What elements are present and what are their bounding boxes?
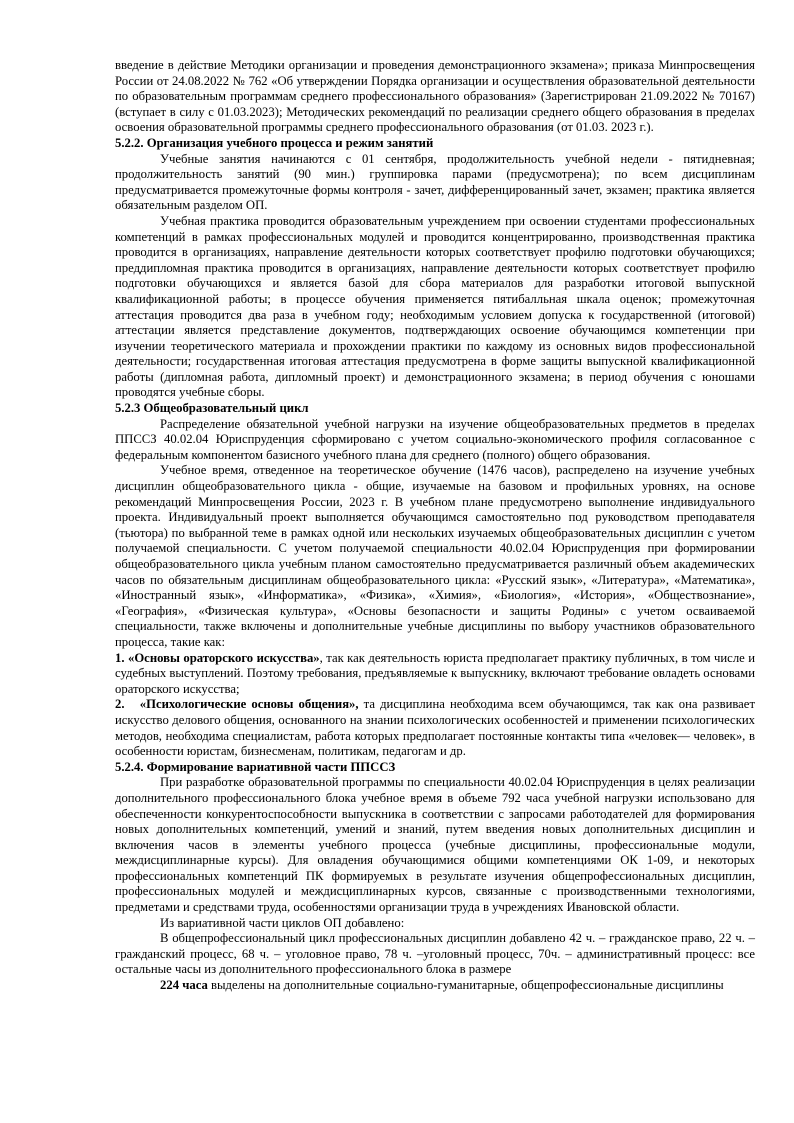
paragraph-hours-distribution: В общепрофессиональный цикл профессиональных дисциплин добавлено 42 ч. – гражданское право, 22 ч. – гражданский процесс, 68 ч. – уголовное право, 78 ч. –уголовный процесс, 70ч. – административный процесс: все остальные часы из дополнительного профессионального блока в размере (115, 931, 755, 977)
heading-5-2-4: 5.2.4. Формирование вариативной части ППССЗ (115, 759, 396, 774)
paragraph-224-hours (115, 978, 755, 994)
paragraph-variative-part: При разработке образовательной программы по специальности 40.02.04 Юриспруденция в целях реализации дополнительного профессионального блока учебное время в объеме 792 часа учебной нагрузки использовано для обеспеченности конкурентоспособности выпускника в соответствии с запросами работодателей для формирования новых дополнительных компетенций, умений и знаний, путем введения новых дополнительных дисциплин и включения часов в элементы учебного процесса (учебные дисциплины, профессиональные модули, междисциплинарные курсы). Для овладения обучающимися общими компетенциями ОК 1-09, и некоторых профессиональных компетенций ПК формируемых в результате изучения общепрофессиональных дисциплин, профессиональных модулей и междисциплинарных курсов, связанные с производственными технологиями, предметами и средствами труда, особенностями организации труда в учреждениях Ивановской области. (115, 775, 755, 915)
list-item-number: 2. (115, 697, 125, 712)
heading-5-2-2: 5.2.2. Организация учебного процесса и режим занятий (115, 135, 434, 150)
paragraph-intro: введение в действие Методики организации и проведения демонстрационного экзамена»; приказа Минпросвещения России от 24.08.2022 № 762 «Об утверждении Порядка организации и осуществления образовательной деятельности по образовательным программам среднего профессионального образования» (Зарегистрирован 21.09.2022 № 70167) (вступает в силу с 01.03.2023); Методических рекомендаций по реализации среднего общего образования в пределах освоения образовательной программы среднего профессионального образования (от 01.03. 2023 г.). (115, 58, 755, 135)
list-item-text: , так как деятельность юриста предполагает практику публичных, в том числе и судебных выступлений. Поэтому требования, предъявляемые к выпускнику, включают требование овладеть основами ораторского искусства; (115, 650, 756, 696)
paragraph-practice: Учебная практика проводится образовательным учреждением при освоении студентами профессиональных компетенций в рамках профессиональных модулей и проводится концентрированно, производственная практика проводится в организациях, направление деятельности которых соответствует профилю подготовки обучающихся; преддипломная практика проводится в организациях, направление деятельности которых соответствует профилю подготовки обучающихся и является базой для сбора материалов для разработки итоговой выпускной квалификационной работы; в процессе обучения применяется пятибалльная шкала оценок; промежуточная аттестация проводится два раза в учебном году; необходимым условием допуска к государственной (итоговой) аттестации является представление документов, подтверждающих освоение обучающимся компетенции при изучении теоретического материала и прохождении практики по каждому из основных видов профессиональной деятельности; государственная итоговая аттестация предусмотрена в форме защиты выпускной квалификационной работы (дипломная работа, дипломный проект) и демонстрационного экзамена; в период обучения с юношами проводятся учебные сборы. (115, 213, 755, 400)
list-item-text: та дисциплина необходима всем обучающимся, так как она развивает искусство делового общения, основанного на знании психологических особенностей и применении психологических методов, необходима специалистам, работа которых предполагает постоянные контакты типа «человек— человек», в особенности юристам, бизнесменам, политикам, педагогам и др. (115, 697, 755, 759)
list-item-title: «Основы ораторского искусства» (127, 650, 320, 665)
paragraph-study-schedule: Учебные занятия начинаются с 01 сентября, продолжительность учебной недели - пятидневная; продолжительность занятий (90 мин.) группировка парами (предусмотрена); по всем дисциплинам предусматривается промежуточные формы контроля - зачет, дифференцированный зачет, экзамен; практика является обязательным разделом ОП. (115, 151, 755, 213)
paragraph-study-time: Учебное время, отведенное на теоретическое обучение (1476 часов), распределено на изучение учебных дисциплин общеобразовательного цикла - общие, изучаемые на базовом и профильных уровнях, на основе рекомендаций Минпросвещения России, 2023 г. В учебном плане предусмотрено выполнение индивидуального проекта. Индивидуальный проект выполняется обучающимся самостоятельно под руководством преподавателя (тьютора) по выбранной теме в рамках одной или нескольких изучаемых общеобразовательных дисциплин с учетом получаемой специальности. С учетом получаемой специальности 40.02.04 Юриспруденция при формировании общеобразовательного цикла учебным планом самостоятельно предусматривается различный объем академических часов по обязательным дисциплинам общеобразовательного цикла: «Русский язык», «Литература», «Математика», «Иностранный язык», «Информатика», «Физика», «Химия», «Биология», «История», «Обществознание», «География», «Физическая культура», «Основы безопасности и защиты Родины» с учетом осваиваемой специальности, также включены и дополнительные учебные дисциплины по выбору участников образовательного процесса, такие как: (115, 463, 755, 649)
paragraph-general-load: Распределение обязательной учебной нагрузки на изучение общеобразовательных предметов в пределах ППССЗ 40.02.04 Юриспруденция сформировано с учетом социально-экономического профиля согласованное с федеральным компонентом базисного учебного плана для среднего (полного) общего образования. (115, 416, 755, 462)
hours-text: выделены на дополнительные социально-гуманитарные, общепрофессиональные дисциплины (207, 978, 724, 993)
list-item-number: 1. (115, 650, 125, 665)
document-page (115, 58, 755, 994)
list-item-oratory (115, 651, 755, 698)
paragraph-added-from-variative: Из вариативной части циклов ОП добавлено: (160, 915, 405, 930)
list-item-psychology (115, 697, 755, 759)
heading-5-2-3: 5.2.3 Общеобразовательный цикл (115, 401, 309, 416)
hours-value: 224 часа (160, 978, 208, 993)
list-item-title: «Психологические основы общения», (139, 697, 359, 712)
